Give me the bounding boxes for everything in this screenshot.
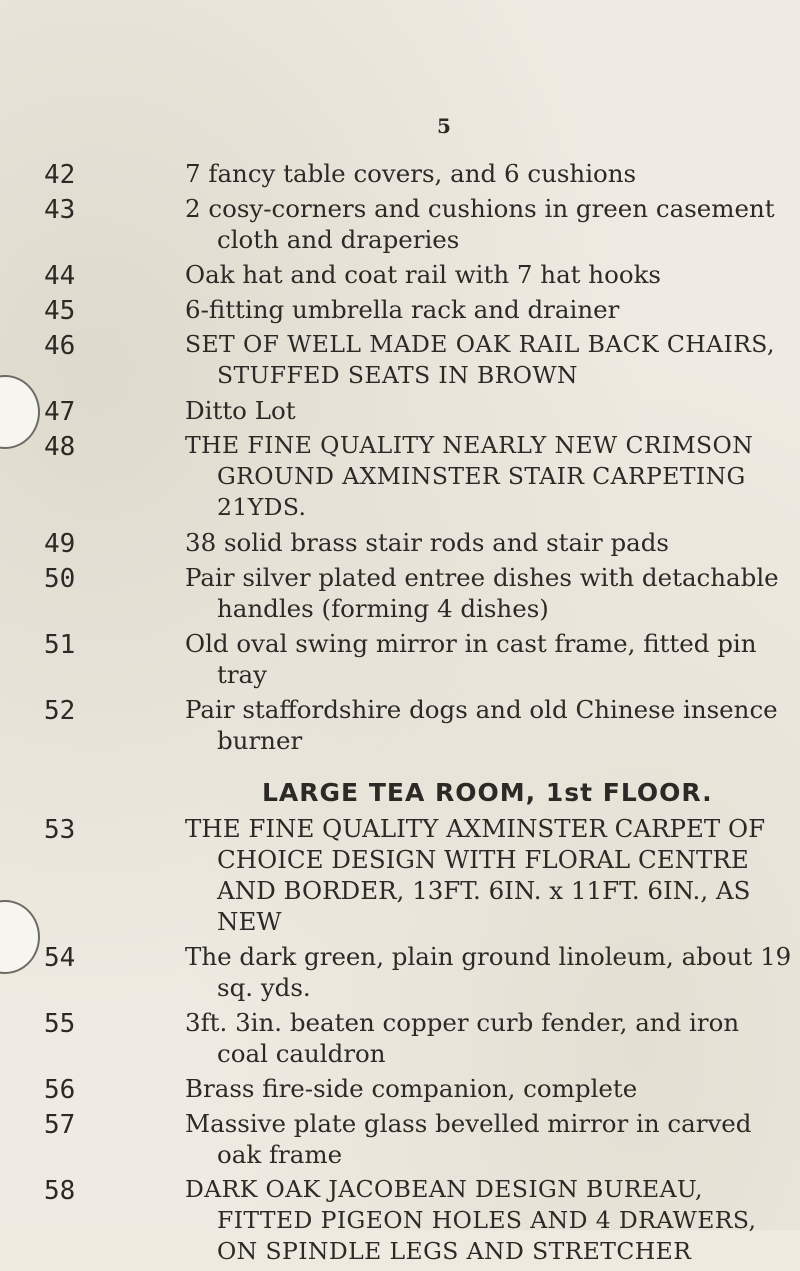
section-heading: LARGE TEA ROOM, 1st FLOOR. [262, 778, 713, 807]
lot-description: 2 cosy-corners and cushions in green casement cloth and draperies [185, 194, 775, 254]
lot-description: SET OF WELL MADE OAK RAIL BACK CHAIRS, STUFFED SEATS IN BROWN [185, 330, 775, 389]
lot-number: 42 [44, 160, 76, 190]
lot-description: Pair silver plated entree dishes with detachable handles (forming 4 dishes) [185, 563, 779, 623]
lot-description: The dark green, plain ground linoleum, about 19 sq. yds. [185, 942, 792, 1002]
lot-description: 7 fancy table covers, and 6 cushions [185, 159, 637, 188]
lot-entry [0, 1073, 800, 1104]
lot-list-upper [0, 158, 800, 756]
lot-description: Massive plate glass bevelled mirror in carved oak frame [185, 1109, 752, 1169]
lot-description: Oak hat and coat rail with 7 hat hooks [185, 260, 662, 289]
lot-entry [0, 193, 800, 255]
lot-number: 48 [44, 432, 76, 462]
lot-number: 43 [44, 195, 76, 225]
lot-entry [0, 562, 800, 624]
page-number: 5 [437, 114, 451, 138]
lot-number: 49 [44, 529, 76, 559]
lot-entry [0, 158, 800, 189]
lot-description: THE FINE QUALITY AXMINSTER CARPET OF CHOICE DESIGN WITH FLORAL CENTRE AND BORDER, 13FT. 6IN. x 11FT. 6IN., AS NEW [185, 814, 766, 936]
lot-entry [0, 259, 800, 290]
lot-entry [0, 527, 800, 558]
lot-entry [0, 813, 800, 937]
lot-number: 58 [44, 1176, 76, 1206]
lot-number: 56 [44, 1075, 76, 1105]
lot-entry [0, 941, 800, 1003]
lot-description: 38 solid brass stair rods and stair pads [185, 528, 669, 557]
lot-number: 50 [44, 564, 76, 594]
lot-entry [0, 294, 800, 325]
lot-description: 6-fitting umbrella rack and drainer [185, 295, 620, 324]
lot-entry [0, 1174, 800, 1267]
lot-description: DARK OAK JACOBEAN DESIGN BUREAU, FITTED PIGEON HOLES AND 4 DRAWERS, ON SPINDLE LEGS AND STRETCHER [185, 1175, 757, 1265]
lot-description: THE FINE QUALITY NEARLY NEW CRIMSON GROUND AXMINSTER STAIR CARPETING 21YDS. [185, 431, 754, 521]
lot-entry [0, 329, 800, 391]
lot-number: 57 [44, 1110, 76, 1140]
lot-number: 55 [44, 1009, 76, 1039]
lot-entry [0, 1108, 800, 1170]
lot-number: 44 [44, 261, 76, 291]
lot-number: 53 [44, 815, 76, 845]
lot-entry [0, 1007, 800, 1069]
lot-entry [0, 628, 800, 690]
lot-description: Brass fire-side companion, complete [185, 1074, 638, 1103]
lot-number: 45 [44, 296, 76, 326]
lot-number: 47 [44, 397, 76, 427]
lot-list-lower [0, 813, 800, 1267]
lot-list [0, 158, 800, 1271]
lot-entry [0, 430, 800, 523]
lot-number: 46 [44, 331, 76, 361]
lot-number: 54 [44, 943, 76, 973]
lot-entry [0, 395, 800, 426]
lot-entry [0, 694, 800, 756]
lot-description: Ditto Lot [185, 396, 296, 425]
lot-description: Pair staffordshire dogs and old Chinese insence burner [185, 695, 778, 755]
lot-number: 51 [44, 630, 76, 660]
lot-number: 52 [44, 696, 76, 726]
lot-description: 3ft. 3in. beaten copper curb fender, and iron coal cauldron [185, 1008, 740, 1068]
lot-description: Old oval swing mirror in cast frame, fitted pin tray [185, 629, 757, 689]
